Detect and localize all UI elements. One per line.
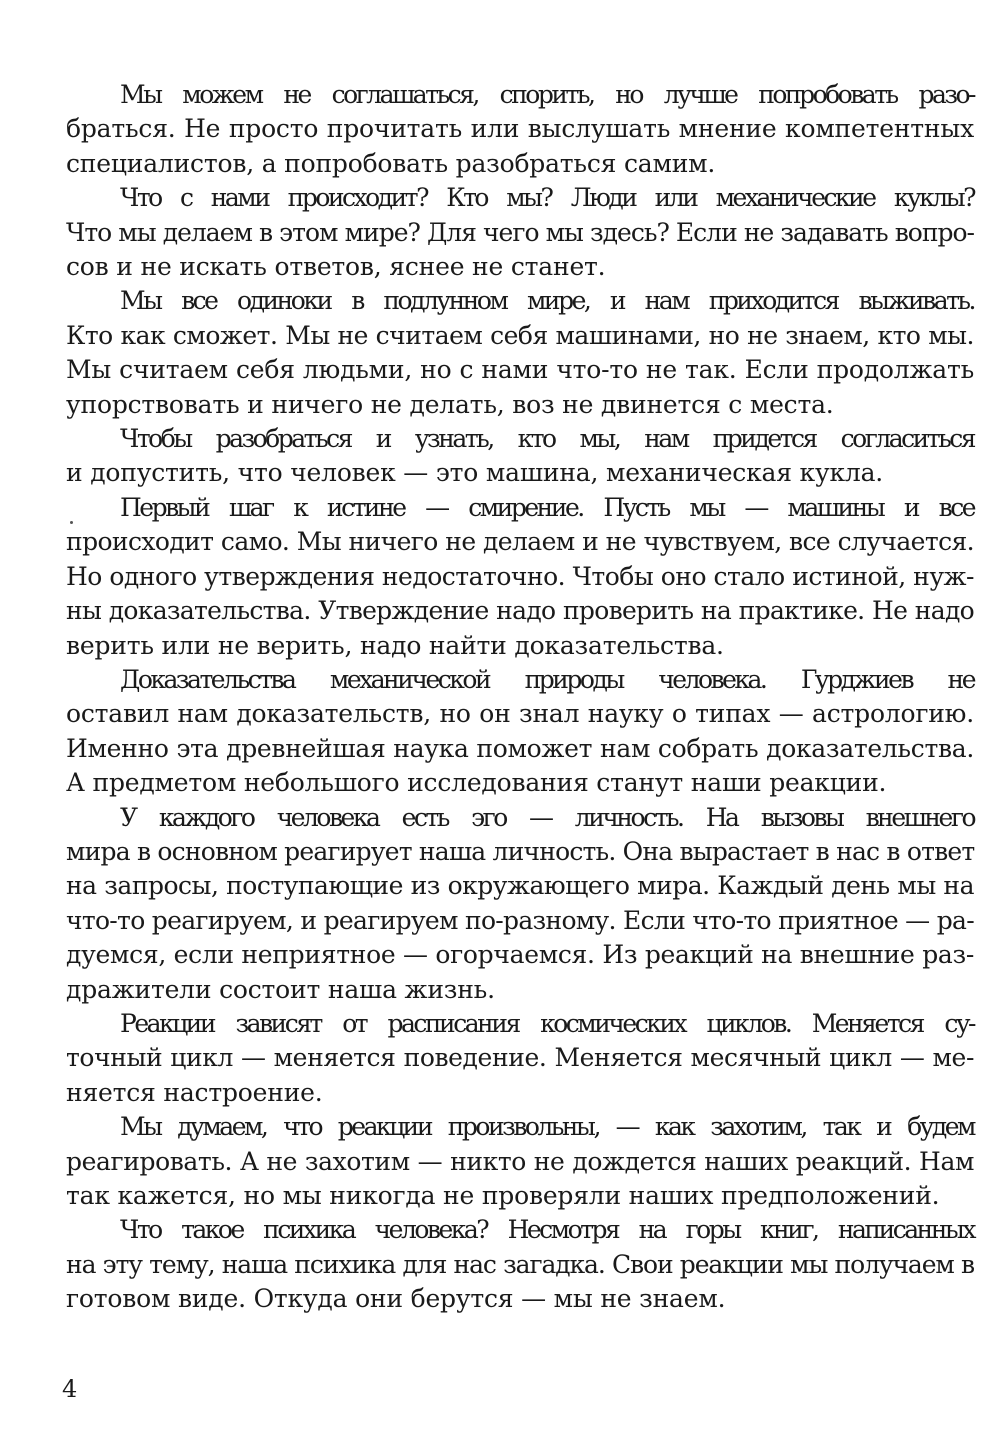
text-line: специалистов, а попробовать разобраться самим. bbox=[66, 148, 716, 178]
text-line: няется настроение. bbox=[66, 1077, 323, 1107]
text-line: Мы все одиноки в подлунном мире, и нам приходится выживать. bbox=[120, 286, 974, 316]
text-line: ны доказательства. Утверждение надо проверить на практике. Не надо bbox=[66, 596, 974, 626]
page-body bbox=[66, 78, 974, 1317]
text-line: происходит само. Мы ничего не делаем и не чувствуем, все случается. bbox=[66, 527, 974, 557]
paragraph bbox=[66, 422, 974, 491]
text-line: точный цикл — меняется поведение. Меняется месячный цикл — ме- bbox=[66, 1043, 974, 1073]
paragraph bbox=[66, 78, 974, 181]
text-line: мира в основном реагирует наша личность. Она вырастает в нас в ответ bbox=[66, 836, 975, 866]
paragraph bbox=[66, 1007, 974, 1110]
text-line: Первый шаг к истине — смирение. Пусть мы — машины и все bbox=[120, 492, 974, 522]
text-line: дуемся, если неприятное — огорчаемся. Из реакций на внешние раз- bbox=[66, 940, 974, 970]
text-line: А предметом небольшого исследования станут наши реакции. bbox=[66, 768, 887, 798]
text-line: Мы можем не соглашаться, спорить, но лучше попробовать разо- bbox=[120, 80, 974, 109]
text-line: Реакции зависят от расписания космических циклов. Меняется су- bbox=[120, 1008, 974, 1038]
text-line: на эту тему, наша психика для нас загадка. Свои реакции мы получаем в bbox=[66, 1249, 974, 1279]
paragraph bbox=[66, 284, 974, 422]
text-line: Что с нами происходит? Кто мы? Люди или механические куклы? bbox=[120, 183, 974, 213]
text-line: на запросы, поступающие из окружающего мира. Каждый день мы на bbox=[66, 871, 974, 901]
text-line: браться. Не просто прочитать или выслушать мнение компетентных bbox=[66, 114, 974, 144]
text-line: Чтобы разобраться и узнать, кто мы, нам придется согласиться bbox=[120, 424, 974, 454]
paragraph bbox=[66, 663, 974, 801]
text-line: Кто как сможет. Мы не считаем себя машинами, но не знаем, кто мы. bbox=[66, 320, 974, 350]
text-line: Но одного утверждения недостаточно. Чтобы оно стало истиной, нуж- bbox=[66, 561, 974, 591]
text-line: оставил нам доказательств, но он знал науку о типах — астрологию. bbox=[66, 699, 974, 729]
text-line: что-то реагируем, и реагируем по-разному. Если что-то приятное — ра- bbox=[66, 905, 974, 935]
text-line: верить или не верить, надо найти доказательства. bbox=[66, 630, 724, 660]
text-line: дражители состоит наша жизнь. bbox=[66, 974, 495, 1004]
text-line: Мы думаем, что реакции произвольны, — как захотим, так и будем bbox=[120, 1112, 974, 1142]
text-line: Мы считаем себя людьми, но с нами что-то не так. Если продолжать bbox=[66, 355, 974, 385]
text-column bbox=[66, 78, 974, 1317]
text-line: Что такое психика человека? Несмотря на горы книг, написанных bbox=[120, 1215, 974, 1245]
text-line: Доказательства механической природы человека. Гурджиев не bbox=[120, 664, 974, 694]
text-line: У каждого человека есть эго — личность. На вызовы внешнего bbox=[120, 802, 974, 832]
paragraph bbox=[66, 491, 974, 663]
text-line: Именно эта древнейшая наука поможет нам собрать доказательства. bbox=[66, 733, 974, 763]
text-line: сов и не искать ответов, яснее не станет. bbox=[66, 252, 606, 282]
text-line: и допустить, что человек — это машина, механическая кукла. bbox=[66, 458, 884, 488]
page-number: 4 bbox=[62, 1375, 78, 1403]
paragraph bbox=[66, 181, 974, 284]
text-line: так кажется, но мы никогда не проверяли наших предположений. bbox=[66, 1181, 940, 1210]
paragraph bbox=[66, 1213, 974, 1316]
text-line: Что мы делаем в этом мире? Для чего мы здесь? Если не задавать вопро- bbox=[66, 217, 974, 247]
paragraph bbox=[66, 801, 974, 1007]
paragraph bbox=[66, 1110, 974, 1213]
text-line: упорствовать и ничего не делать, воз не двинется с места. bbox=[66, 389, 834, 419]
text-line: реагировать. А не захотим — никто не дождется наших реакций. Нам bbox=[66, 1146, 974, 1176]
text-line: готовом виде. Откуда они берутся — мы не знаем. bbox=[66, 1284, 726, 1314]
scan-speck bbox=[70, 521, 73, 524]
